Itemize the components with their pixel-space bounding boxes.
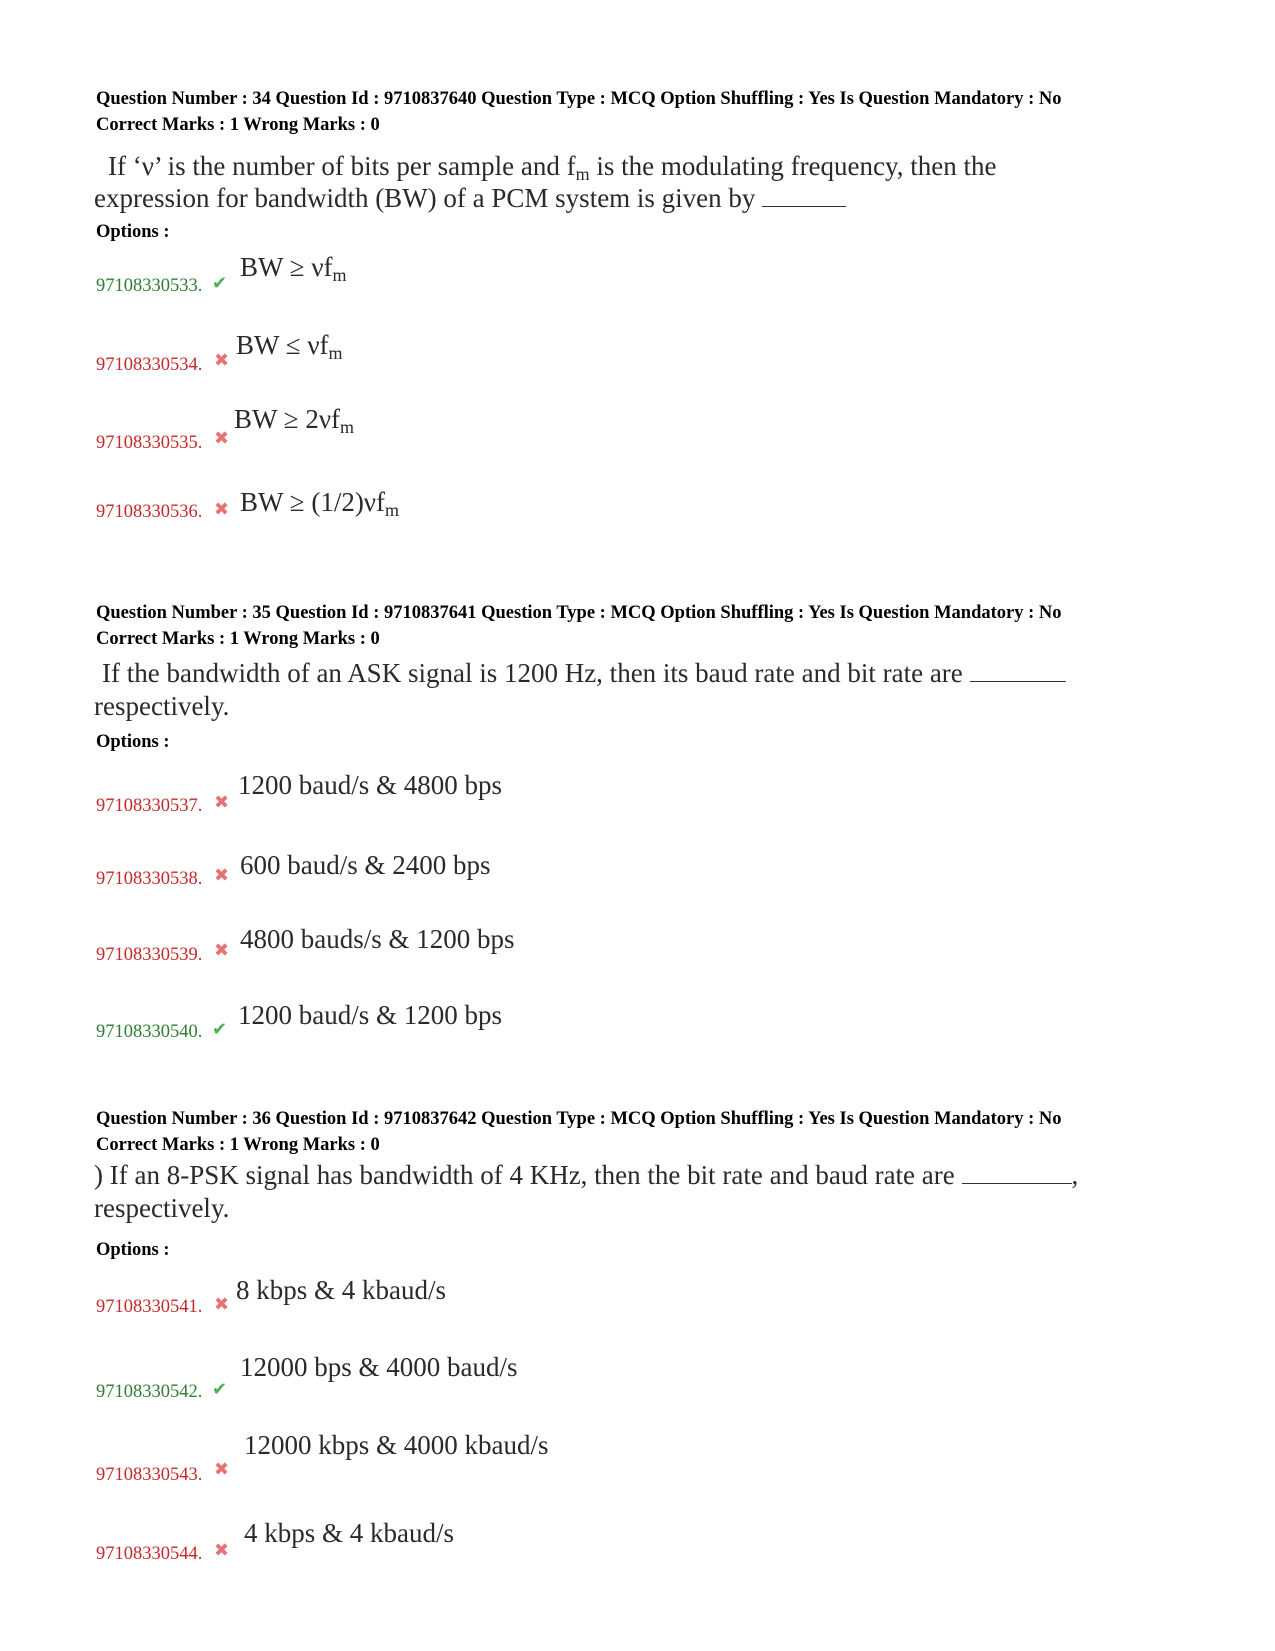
- option-id: 97108330537.: [96, 796, 203, 816]
- check-icon: ✔: [212, 273, 228, 293]
- question-text-line1: If ‘ν’ is the number of bits per sample and $f_m$ is the modulating frequency, then the: [108, 151, 997, 184]
- option-text[interactable]: 4800 bauds/s & 1200 bps: [240, 924, 515, 954]
- option-id: 97108330544.: [96, 1544, 203, 1564]
- option-text[interactable]: BW ≤ $\nu f_m$: [236, 330, 343, 363]
- option-id: 97108330534.: [96, 355, 203, 375]
- cross-icon: ✖: [214, 350, 230, 370]
- options-label: Options :: [96, 222, 170, 242]
- option-id: 97108330533.: [96, 276, 203, 296]
- question-text-line1: If the bandwidth of an ASK signal is 1200 Hz, then its baud rate and bit rate are: [102, 657, 1066, 690]
- cross-icon: ✖: [214, 1294, 230, 1314]
- option-id: 97108330540.: [96, 1022, 203, 1042]
- option-text[interactable]: 4 kbps & 4 kbaud/s: [244, 1518, 455, 1548]
- question-text-line2: expression for bandwidth (BW) of a PCM system is given by: [94, 182, 846, 215]
- option-text[interactable]: 1200 baud/s & 4800 bps: [238, 770, 503, 800]
- cross-icon: ✖: [214, 940, 230, 960]
- question-text-line2: respectively.: [94, 691, 230, 721]
- option-id: 97108330539.: [96, 945, 203, 965]
- option-text[interactable]: 1200 baud/s & 1200 bps: [238, 1000, 503, 1030]
- answer-blank: [762, 184, 846, 207]
- question-text-line1: ) If an 8-PSK signal has bandwidth of 4 KHz, then the bit rate and baud rate are ,: [94, 1160, 1079, 1190]
- option-id: 97108330535.: [96, 433, 203, 453]
- cross-icon: ✖: [214, 1540, 230, 1560]
- question-text-line2: respectively.: [94, 1193, 230, 1223]
- question-marks-line: Correct Marks : 1 Wrong Marks : 0: [96, 629, 380, 649]
- question-meta-line1: Question Number : 34 Question Id : 9710837640 Question Type : MCQ Option Shuffling : Yes Is Question Mandatory : No: [96, 89, 1062, 109]
- option-id: 97108330543.: [96, 1465, 203, 1485]
- answer-blank: [970, 659, 1066, 682]
- option-id: 97108330542.: [96, 1382, 203, 1402]
- options-label: Options :: [96, 1240, 170, 1260]
- question-marks-line: Correct Marks : 1 Wrong Marks : 0: [96, 115, 380, 135]
- cross-icon: ✖: [214, 499, 230, 519]
- option-text[interactable]: BW ≥ $2\nu f_m$: [234, 404, 355, 437]
- option-text[interactable]: 600 baud/s & 2400 bps: [240, 850, 491, 880]
- cross-icon: ✖: [214, 792, 230, 812]
- check-icon: ✔: [212, 1019, 228, 1039]
- cross-icon: ✖: [214, 1459, 230, 1479]
- question-marks-line: Correct Marks : 1 Wrong Marks : 0: [96, 1135, 380, 1155]
- options-label: Options :: [96, 732, 170, 752]
- option-text[interactable]: 8 kbps & 4 kbaud/s: [236, 1275, 447, 1305]
- option-text[interactable]: BW ≥ $\nu f_m$: [240, 252, 347, 285]
- question-meta-line1: Question Number : 35 Question Id : 9710837641 Question Type : MCQ Option Shuffling : Yes Is Question Mandatory : No: [96, 603, 1062, 623]
- option-id: 97108330538.: [96, 869, 203, 889]
- option-id: 97108330541.: [96, 1297, 203, 1317]
- option-text[interactable]: 12000 bps & 4000 baud/s: [240, 1352, 518, 1382]
- cross-icon: ✖: [214, 865, 230, 885]
- option-text[interactable]: 12000 kbps & 4000 kbaud/s: [244, 1430, 549, 1460]
- check-icon: ✔: [212, 1379, 228, 1399]
- question-meta-line1: Question Number : 36 Question Id : 9710837642 Question Type : MCQ Option Shuffling : Yes Is Question Mandatory : No: [96, 1109, 1062, 1129]
- option-id: 97108330536.: [96, 502, 203, 522]
- cross-icon: ✖: [214, 428, 230, 448]
- answer-blank: [962, 1161, 1072, 1184]
- option-text[interactable]: BW ≥ $(1/2)\nu f_m$: [240, 487, 400, 520]
